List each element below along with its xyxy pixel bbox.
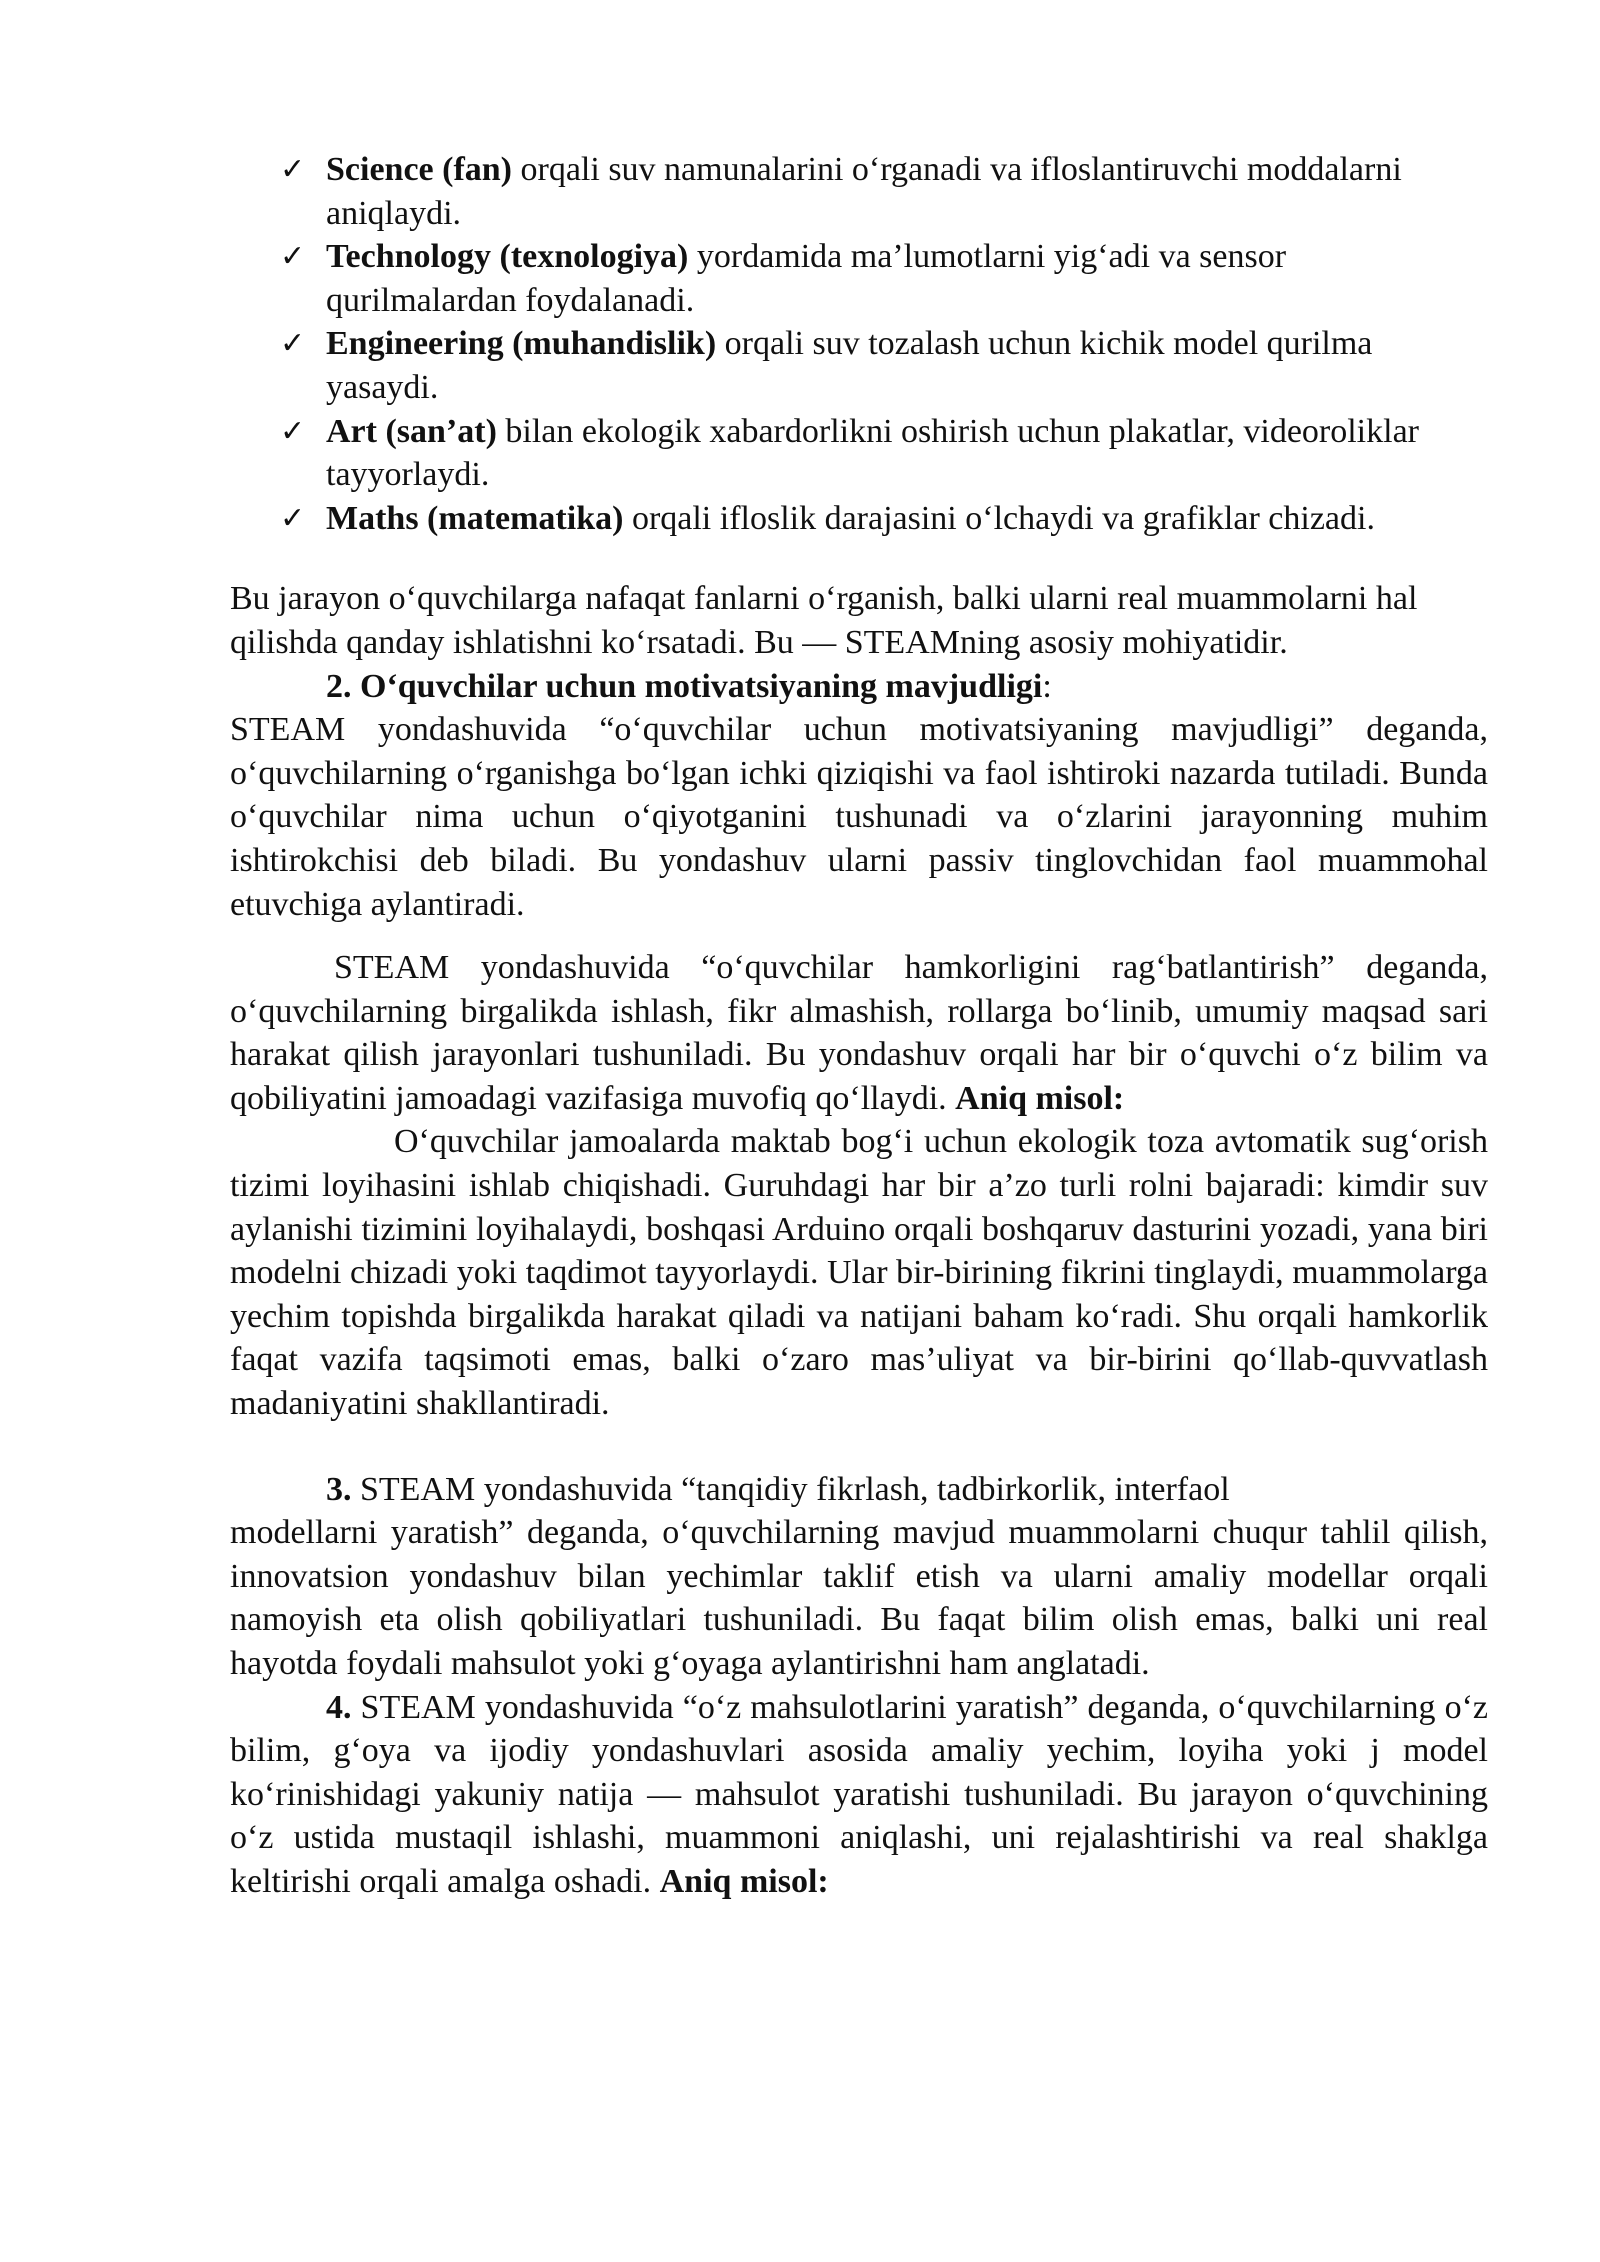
- checklist-item-technology: [230, 235, 1488, 322]
- checklist-item-science: [230, 148, 1488, 235]
- checkmark-icon: ✓: [280, 326, 306, 362]
- summary-paragraph: Bu jarayon o‘quvchilarga nafaqat fanlarni o‘rganish, balki ularni real muammolarni hal qilishda qanday ishlatishni ko‘rsatadi. Bu — STEAMning asosiy mohiyatidir.: [230, 580, 1418, 661]
- checklist-text: orqali suv tozalash uchun kichik model qurilma yasaydi.: [326, 325, 1373, 406]
- checklist-term: Engineering (muhandislik): [326, 325, 717, 363]
- section-3-first-line: STEAM yondashuvida “tanqidiy fikrlash, tadbirkorlik, interfaol: [351, 1470, 1230, 1508]
- section-4-text: STEAM yondashuvida “o‘z mahsulotlarini yaratish” deganda, o‘quvchilarning o‘z bilim, g‘oya va ijodiy yondashuvlari asosida amaliy yechim, loyiha yoki j model ko‘rinishidagi yakuniy natija — mahsulot yaratishi tushuniladi. Bu jarayon o‘quvchining o‘z ustida mustaqil ishlashi, muammoni aniqlashi, uni rejalashtirishi va real shaklga keltirishi orqali amalga oshadi.: [230, 1688, 1488, 1900]
- collaboration-paragraph: [230, 946, 1488, 1120]
- document-page: [230, 148, 1488, 1904]
- collaboration-text: STEAM yondashuvida “o‘quvchilar hamkorligini rag‘batlantirish” deganda, o‘quvchilarning birgalikda ishlash, fikr almashish, rollarga bo‘linib, umumiy maqsad sari harakat qilish jarayonlari tushuniladi. Bu yondashuv orqali har bir o‘quvchi o‘z bilim va qobiliyatini jamoadagi vazifasiga muvofiq qo‘llaydi.: [230, 949, 1488, 1117]
- section-2-body: STEAM yondashuvida “o‘quvchilar uchun motivatsiyaning mavjudligi” deganda, o‘quvchilarning o‘rganishga bo‘lgan ichki qiziqishi va faol ishtiroki nazarda tutiladi. Bunda o‘quvchilar nima uchun o‘qiyotganini tushunadi va o‘zlarini jarayonning muhim ishtirokchisi deb biladi. Bu yondashuv ularni passiv tinglovchidan faol muammohal etuvchiga aylantiradi.: [230, 711, 1488, 923]
- checkmark-icon: ✓: [280, 500, 306, 536]
- checklist-text: orqali suv namunalarini o‘rganadi va ifloslantiruvchi moddalarni aniqlaydi.: [326, 151, 1402, 232]
- checkmark-icon: ✓: [280, 413, 306, 449]
- section-4-paragraph: [230, 1686, 1488, 1904]
- example-label: Aniq misol:: [955, 1079, 1125, 1117]
- section-2-colon: :: [1042, 667, 1052, 705]
- checklist-text: bilan ekologik xabardorlikni oshirish uchun plakatlar, videoroliklar tayyorlaydi.: [326, 412, 1419, 494]
- checklist-item-art: [230, 410, 1488, 497]
- example-paragraph: O‘quvchilar jamoalarda maktab bog‘i uchun ekologik toza avtomatik sug‘orish tizimi loyihasini ishlab chiqishadi. Guruhdagi har bir a’zo turli rolni bajaradi: kimdir suv aylanishi tizimini loyihalaydi, boshqasi Arduino orqali boshqaruv dasturini yozadi, yana biri modelni chizadi yoki taqdimot tayyorlaydi. Ular bir-birining fikrini tinglaydi, muammolarga yechim topishda birgalikda harakat qiladi va natijani baham ko‘radi. Shu orqali hamkorlik faqat vazifa taqsimoti emas, balki o‘zaro mas’uliyat va bir-birini qo‘llab-quvvatlash madaniyatini shakllantiradi.: [230, 1123, 1488, 1423]
- section-4-number: 4.: [326, 1688, 352, 1726]
- section-3-body: modellarni yaratish” deganda, o‘quvchilarning mavjud muammolarni chuqur tahlil qilish, innovatsion yondashuv bilan yechimlar taklif etish va ularni amaliy modellar orqali namoyish eta olish qobiliyatlari tushuniladi. Bu faqat bilim olish emas, balki uni real hayotda foydali mahsulot yoki g‘oyaga aylantirishni ham anglatadi.: [230, 1514, 1488, 1682]
- section-3-number: 3.: [326, 1470, 352, 1508]
- section-2-heading: [230, 665, 1488, 709]
- checklist-text: orqali ifloslik darajasini o‘lchaydi va grafiklar chizadi.: [623, 499, 1375, 537]
- checklist-term: Science (fan): [326, 151, 513, 188]
- checklist-term: Technology (texnologiya): [326, 238, 689, 276]
- section-3-heading: [230, 1468, 1488, 1512]
- checklist-term: Maths (matematika): [326, 499, 624, 537]
- checklist-item-engineering: [230, 322, 1488, 409]
- checklist-item-maths: [230, 497, 1488, 541]
- checkmark-icon: ✓: [280, 152, 306, 187]
- checkmark-icon: ✓: [280, 239, 306, 275]
- section-2-title: 2. O‘quvchilar uchun motivatsiyaning mavjudligi: [326, 667, 1043, 705]
- checklist-text: yordamida ma’lumotlarni yig‘adi va sensor qurilmalardan foydalanadi.: [326, 238, 1287, 319]
- checklist-term: Art (san’at): [326, 412, 497, 450]
- example-label: Aniq misol:: [659, 1862, 829, 1900]
- steam-checklist: [230, 148, 1488, 540]
